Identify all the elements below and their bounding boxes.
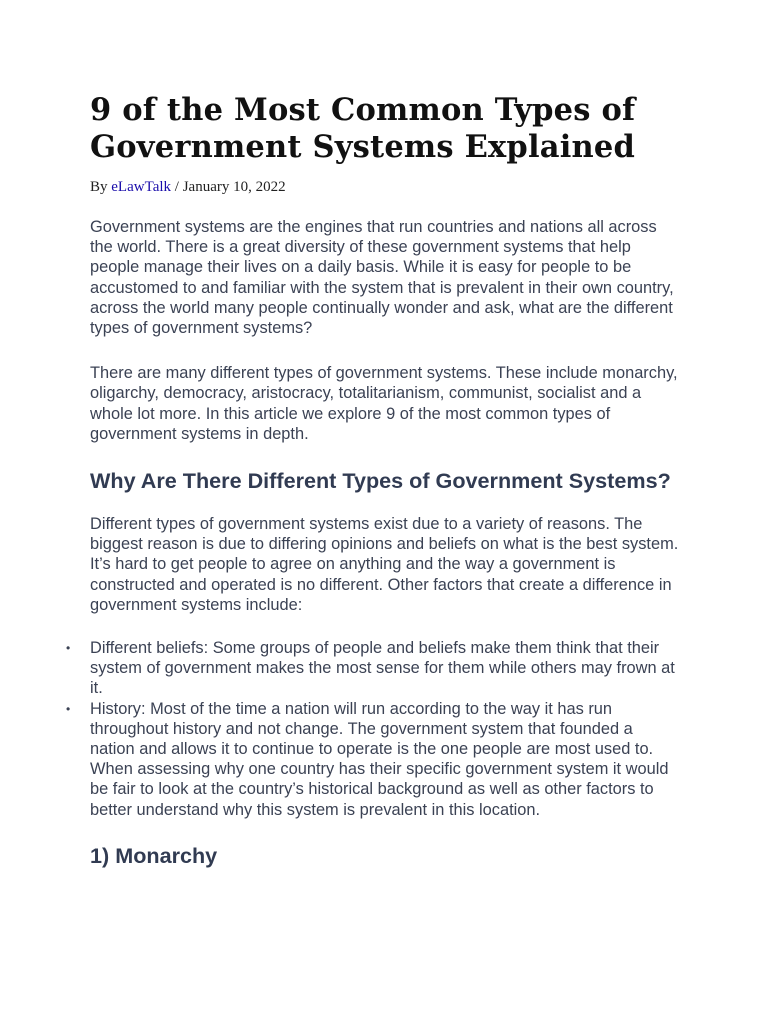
byline — [90, 178, 680, 196]
reasons-list — [66, 638, 680, 820]
list-item-text: History: Most of the time a nation will run according to the way it has run throughout history and not change. The government system that founded a nation and allows it to continue to operate is the one people are most used to. When assessing why one country has their specific government system it would be fair to look at the country’s historical background as well as other factors to better understand why this system is prevalent in this location. — [90, 699, 669, 819]
bullet-icon: • — [66, 641, 71, 656]
author-link[interactable]: eLawTalk — [111, 179, 172, 195]
section-paragraph-why-different: Different types of government systems exist due to a variety of reasons. The biggest reason is due to differing opinions and beliefs on what is the best system. It’s hard to get people to agree on anything and the way a government is constructed and operated is no different. Other factors that create a difference in government systems include: — [90, 515, 679, 614]
list-item-text: Different beliefs: Some groups of people and beliefs make them think that their system of government makes the most sense for them while others may frown at it. — [90, 639, 675, 698]
intro-paragraph-2: There are many different types of government systems. These include monarchy, oligarchy, democracy, aristocracy, totalitarianism, communist, socialist and a whole lot more. In this article we explore 9 of the most common types of government systems in depth. — [90, 364, 678, 443]
section-heading-monarchy: 1) Monarchy — [90, 842, 218, 868]
publish-date: January 10, 2022 — [182, 179, 286, 195]
byline-prefix: By — [90, 179, 112, 195]
list-item — [66, 638, 680, 699]
bullet-icon: • — [66, 701, 71, 716]
article-title: 9 of the Most Common Types of Government Systems Explained — [90, 92, 636, 165]
list-item — [66, 699, 680, 820]
intro-paragraph-1: Government systems are the engines that run countries and nations all across the world. There is a great diversity of these government systems that help people manage their lives on a daily basis. While it is easy for people to be accustomed to and familiar with the system that is prevalent in their own country, across the world many people continually wonder and ask, what are the different types of government systems? — [90, 218, 674, 338]
article — [66, 92, 680, 869]
byline-separator: / — [171, 179, 183, 195]
section-heading-why-different: Why Are There Different Types of Government Systems? — [90, 468, 671, 494]
